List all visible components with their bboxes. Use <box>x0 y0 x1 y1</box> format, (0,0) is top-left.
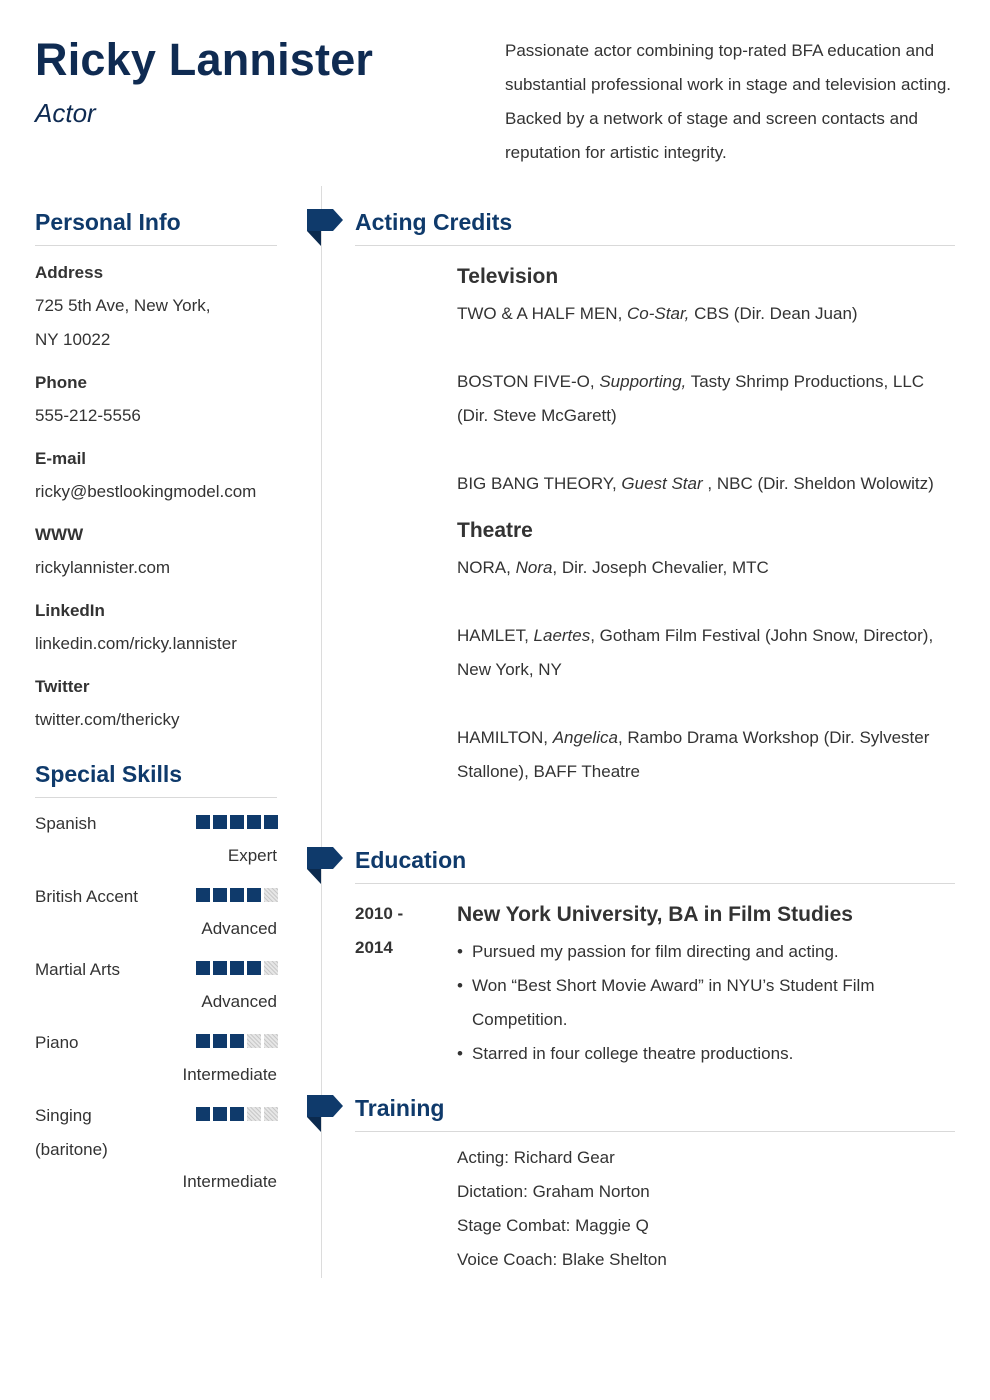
website-value: rickylannister.com <box>35 558 171 577</box>
personal-info-divider <box>35 245 277 246</box>
skill-name: Spanish <box>35 814 97 833</box>
skill-rating <box>196 961 278 975</box>
rating-square-filled <box>196 961 210 975</box>
skill-level: Advanced <box>201 919 277 938</box>
rating-square-filled <box>196 888 210 902</box>
twitter-label: Twitter <box>35 677 90 696</box>
rating-square-filled <box>230 961 244 975</box>
section-marker-icon <box>307 847 343 885</box>
list-item: • Won “Best Short Movie Award” in NYU’s Student Film Competition. <box>457 969 897 1037</box>
credit-entry: TWO & A HALF MEN, Co-Star, CBS (Dir. Dean Juan) <box>457 304 858 323</box>
skill-level: Intermediate <box>182 1172 277 1191</box>
section-marker-icon <box>307 209 343 247</box>
credit-entry: NORA, Nora, Dir. Joseph Chevalier, MTC <box>457 558 769 577</box>
skill-rating <box>196 1107 278 1121</box>
section-marker-icon <box>307 1095 343 1133</box>
rating-square-filled <box>213 1107 227 1121</box>
rating-square-filled <box>230 1107 244 1121</box>
theatre-heading: Theatre <box>457 519 533 542</box>
personal-info-heading: Personal Info <box>35 209 181 235</box>
rating-square-empty <box>264 1034 278 1048</box>
education-degree: New York University, BA in Film Studies <box>457 903 853 926</box>
address-value: 725 5th Ave, New York, NY 10022 <box>35 296 211 349</box>
skill-rating <box>196 1034 278 1048</box>
rating-square-filled <box>247 888 261 902</box>
rating-square-filled <box>196 1034 210 1048</box>
rating-square-filled <box>230 815 244 829</box>
list-item: • Starred in four college theatre productions. <box>457 1037 897 1071</box>
education-dates: 2010 - 2014 <box>355 904 404 957</box>
credit-entry: BIG BANG THEORY, Guest Star , NBC (Dir. Sheldon Wolowitz) <box>457 474 934 493</box>
rating-square-filled <box>264 815 278 829</box>
email-label: E-mail <box>35 449 87 468</box>
credit-entry: HAMLET, Laertes, Gotham Film Festival (John Snow, Director), New York, NY <box>457 626 934 679</box>
education-bullets <box>457 935 897 1071</box>
skill-rating <box>196 815 278 829</box>
training-heading: Training <box>355 1095 445 1121</box>
training-item: Dictation: Graham Norton <box>457 1182 650 1201</box>
skill-name: Martial Arts <box>35 960 121 979</box>
address-label: Address <box>35 263 104 282</box>
education-heading: Education <box>355 847 467 873</box>
acting-credits-heading: Acting Credits <box>355 209 513 235</box>
phone-value: 555-212-5556 <box>35 406 141 425</box>
rating-square-filled <box>196 1107 210 1121</box>
skill-name: Singing (baritone) <box>35 1106 108 1159</box>
rating-square-filled <box>213 888 227 902</box>
credit-entry: HAMILTON, Angelica, Rambo Drama Workshop (Dir. Sylvester Stallone), BAFF Theatre <box>457 728 930 781</box>
list-item: • Pursued my passion for film directing and acting. <box>457 935 897 969</box>
credit-entry: BOSTON FIVE-O, Supporting, Tasty Shrimp Productions, LLC (Dir. Steve McGarett) <box>457 372 925 425</box>
training-item: Voice Coach: Blake Shelton <box>457 1250 667 1269</box>
candidate-role: Actor <box>35 98 96 128</box>
training-item: Acting: Richard Gear <box>457 1148 615 1167</box>
linkedin-label: LinkedIn <box>35 601 105 620</box>
website-label: WWW <box>35 525 84 544</box>
skill-name: Piano <box>35 1033 79 1052</box>
rating-square-empty <box>264 1107 278 1121</box>
rating-square-empty <box>264 961 278 975</box>
rating-square-filled <box>196 815 210 829</box>
rating-square-filled <box>230 888 244 902</box>
email-value: ricky@bestlookingmodel.com <box>35 482 257 501</box>
skill-name: British Accent <box>35 887 138 906</box>
candidate-name: Ricky Lannister <box>35 34 374 85</box>
rating-square-empty <box>247 1034 261 1048</box>
twitter-value: twitter.com/thericky <box>35 710 180 729</box>
acting-credits-divider <box>355 245 955 246</box>
rating-square-empty <box>264 888 278 902</box>
training-item: Stage Combat: Maggie Q <box>457 1216 649 1235</box>
skill-level: Intermediate <box>182 1065 277 1084</box>
skill-rating <box>196 888 278 902</box>
rating-square-filled <box>230 1034 244 1048</box>
rating-square-filled <box>213 1034 227 1048</box>
television-heading: Television <box>457 265 559 288</box>
skill-level: Advanced <box>201 992 277 1011</box>
rating-square-filled <box>247 815 261 829</box>
training-divider <box>355 1131 955 1132</box>
rating-square-filled <box>213 961 227 975</box>
linkedin-value: linkedin.com/ricky.lannister <box>35 634 237 653</box>
skill-level: Expert <box>227 846 277 865</box>
rating-square-filled <box>247 961 261 975</box>
rating-square-empty <box>247 1107 261 1121</box>
phone-label: Phone <box>35 373 87 392</box>
rating-square-filled <box>213 815 227 829</box>
special-skills-heading: Special Skills <box>35 761 183 787</box>
special-skills-divider <box>35 797 277 798</box>
profile-summary: Passionate actor combining top-rated BFA education and substantial professional work in stage and television acting. Backed by a network of stage and screen contacts and reputation for artistic integrity. <box>505 41 952 162</box>
education-divider <box>355 883 955 884</box>
